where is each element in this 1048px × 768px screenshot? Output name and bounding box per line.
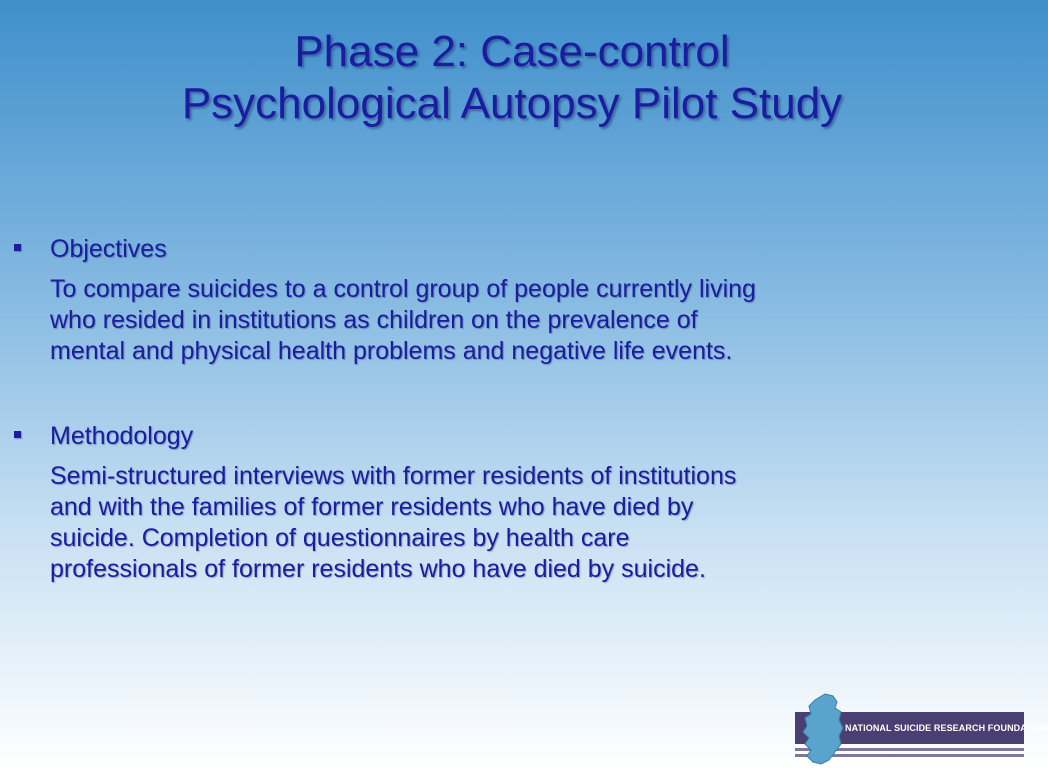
square-bullet-icon bbox=[14, 431, 21, 438]
slide-title-line-1: Phase 2: Case-control bbox=[294, 27, 730, 76]
slide-title-line-2: Psychological Autopsy Pilot Study bbox=[181, 79, 843, 128]
objectives-bullet-row bbox=[0, 234, 1024, 268]
square-bullet-icon bbox=[14, 244, 21, 251]
methodology-line: Semi-structured interviews with former residents of institutions bbox=[50, 462, 737, 490]
objectives-section bbox=[0, 234, 1024, 365]
methodology-section bbox=[0, 421, 1024, 583]
nsrf-logo bbox=[795, 690, 1048, 768]
objectives-line: mental and physical health problems and negative life events. bbox=[50, 337, 733, 365]
slide-title bbox=[0, 26, 1024, 130]
methodology-heading: Methodology bbox=[50, 422, 194, 450]
objectives-heading: Objectives bbox=[50, 235, 167, 263]
methodology-line: and with the families of former residents who have died by bbox=[50, 493, 694, 521]
methodology-line: professionals of former residents who have died by suicide. bbox=[50, 555, 706, 583]
logo-text: NATIONAL SUICIDE RESEARCH FOUNDATION bbox=[845, 723, 1048, 733]
objectives-line: who resided in institutions as children on the prevalence of bbox=[50, 306, 698, 334]
objectives-line: To compare suicides to a control group of people currently living bbox=[50, 275, 756, 303]
methodology-line: suicide. Completion of questionnaires by health care bbox=[50, 524, 630, 552]
methodology-bullet-row bbox=[0, 421, 1024, 455]
objectives-body bbox=[50, 274, 1018, 367]
methodology-body bbox=[50, 461, 1018, 585]
